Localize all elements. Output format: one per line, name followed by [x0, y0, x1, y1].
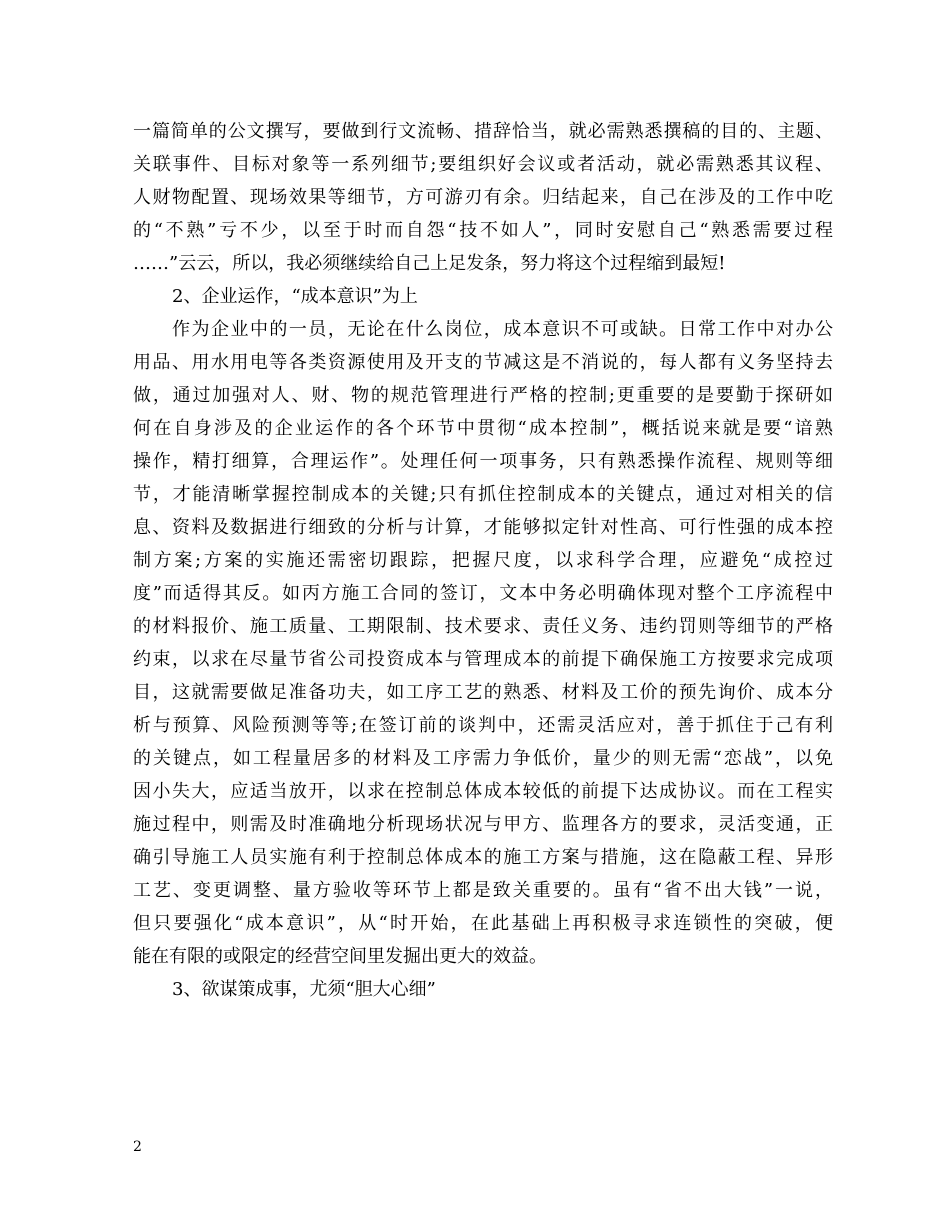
- text-line: 约束，以求在尽量节省公司投资成本与管理成本的前提下确保施工方按要求完成项: [133, 649, 833, 670]
- text-line: 操作，精打细算，合理运作”。处理任何一项事务，只有熟悉操作流程、规则等细: [133, 451, 833, 472]
- text-line: 的材料报价、施工质量、工期限制、技术要求、责任义务、违约罚则等细节的严格: [133, 616, 833, 637]
- text-line: 何在自身涉及的企业运作的各个环节中贯彻“成本控制”，概括说来就是要“谙熟: [133, 418, 833, 439]
- text-line: 关联事件、目标对象等一系列细节;要组织好会议或者活动，就必需熟悉其议程、: [133, 154, 833, 175]
- text-line: 的关键点，如工程量居多的材料及工序需力争低价，量少的则无需“恋战”，以免: [133, 748, 833, 769]
- text-line: 目，这就需要做足准备功夫，如工序工艺的熟悉、材料及工价的预先询价、成本分: [133, 682, 833, 703]
- section-heading: 3、欲谋策成事，尤须“胆大心细”: [172, 979, 436, 1000]
- body-text: [133, 115, 833, 1006]
- text-line: 一篇简单的公文撰写，要做到行文流畅、措辞恰当，就必需熟悉撰稿的目的、主题、: [133, 121, 833, 142]
- text-line: 的“不熟”亏不少，以至于时而自怨“技不如人”，同时安慰自己“熟悉需要过程: [133, 220, 833, 241]
- text-line: 施过程中，则需及时准确地分析现场状况与甲方、监理各方的要求，灵活变通，正: [133, 814, 833, 835]
- page-number: 2: [133, 1139, 142, 1155]
- text-line: 析与预算、风险预测等等;在签订前的谈判中，还需灵活应对，善于抓住于己有利: [133, 715, 833, 736]
- text-line: 息、资料及数据进行细致的分析与计算，才能够拟定针对性高、可行性强的成本控: [133, 517, 833, 538]
- text-line: 人财物配置、现场效果等细节，方可游刃有余。归结起来，自己在涉及的工作中吃: [133, 187, 833, 208]
- text-line: 确引导施工人员实施有利于控制总体成本的施工方案与措施，这在隐蔽工程、异形: [133, 847, 833, 868]
- text-line: 能在有限的或限定的经营空间里发掘出更大的效益。: [133, 946, 547, 967]
- text-line: 做，通过加强对人、财、物的规范管理进行严格的控制;更重要的是要勤于探研如: [133, 385, 833, 406]
- text-line: ……”云云，所以，我必须继续给自己上足发条，努力将这个过程缩到最短!: [133, 253, 726, 274]
- section-heading: 2、企业运作，“成本意识”为上: [172, 286, 418, 307]
- text-line: 度”而适得其反。如丙方施工合同的签订，文本中务必明确体现对整个工序流程中: [133, 583, 833, 604]
- text-line: 因小失大，应适当放开，以求在控制总体成本较低的前提下达成协议。而在工程实: [133, 781, 833, 802]
- text-line: 工艺、变更调整、量方验收等环节上都是致关重要的。虽有“省不出大钱”一说，: [133, 880, 833, 901]
- text-line: 节，才能清晰掌握控制成本的关键;只有抓住控制成本的关键点，通过对相关的信: [133, 484, 833, 505]
- text-line: 制方案;方案的实施还需密切跟踪，把握尺度，以求科学合理，应避免“成控过: [133, 550, 833, 571]
- text-line: 作为企业中的一员，无论在什么岗位，成本意识不可或缺。日常工作中对办公: [172, 319, 833, 340]
- text-line: 但只要强化“成本意识”，从“时开始，在此基础上再积极寻求连锁性的突破，便: [133, 913, 833, 934]
- text-line: 用品、用水用电等各类资源使用及开支的节减这是不消说的，每人都有义务坚持去: [133, 352, 833, 373]
